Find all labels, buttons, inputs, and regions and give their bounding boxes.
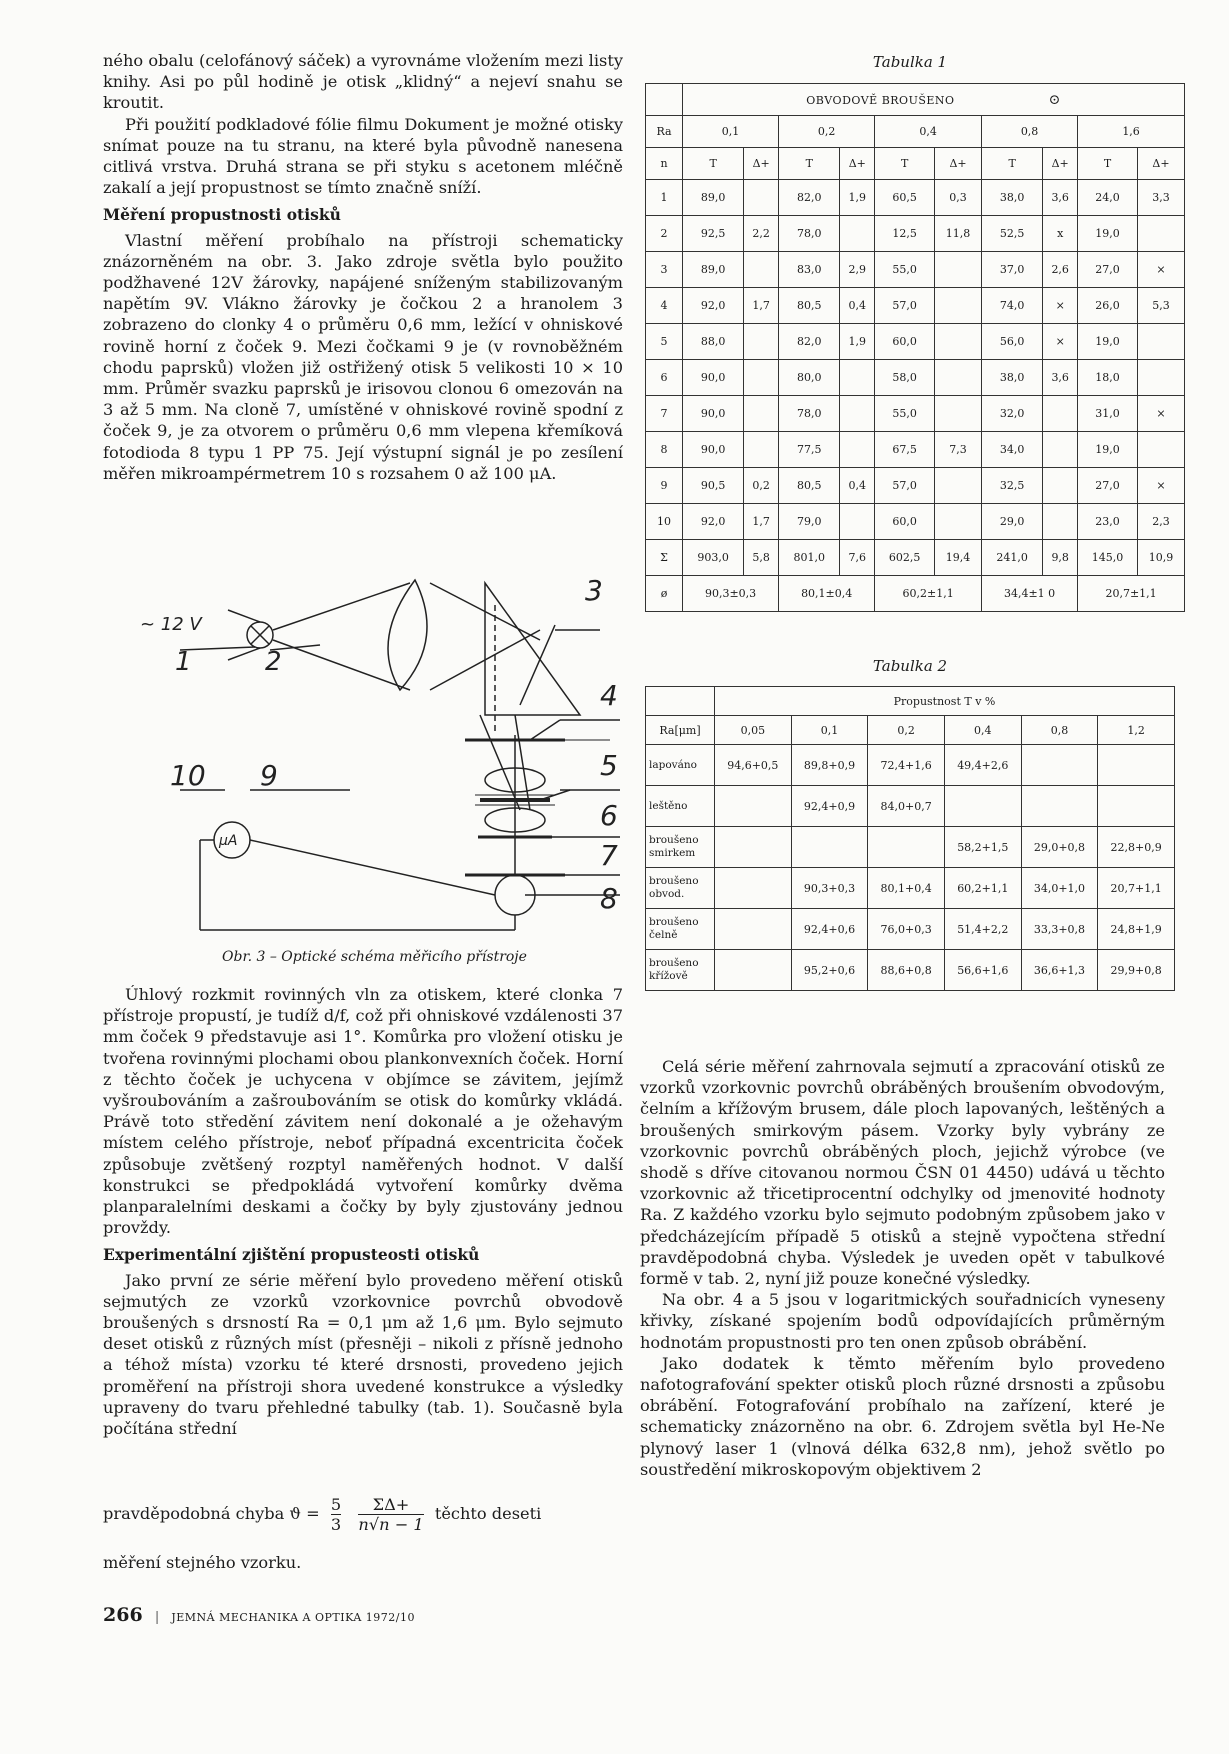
paragraph: ného obalu (celofánový sáček) a vyrovnáme vložením mezi listy knihy. Asi po půl hodině je otisk „klidný“ a nejeví snahu se kroutit. — [103, 51, 623, 113]
label-4: 4 — [600, 679, 618, 712]
left-column-bottom — [103, 984, 623, 1439]
page-number: 266 — [103, 1604, 143, 1626]
paragraph: Úhlový rozkmit rovinných vln za otiskem, které clonka 7 přístroje propustí, je tudíž d/f, což při ohniskové vzdálenosti 37 mm čoček 9 představuje asi 1°. Komůrka pro vložení otisku je tvořena rovinnými plochami obou plankonvexních čoček. Horní z těchto čoček je uchycena v objímce se závitem, jejímž vyšroubováním a zašroubováním se otisk do komůrky vkládá. Právě toto středění závitem není dokonalé a je ožehavým místem celého přístroje, neboť případná excentricita čoček způsobuje zvětšený rozptyl naměřených hodnot. V další konstrukci se předpokládá vytvoření komůrky dvěma planparalelními deskami a čočky by byly zjustovány jednou provždy. — [103, 985, 623, 1238]
paragraph: Celá série měření zahrnovala sejmutí a zpracování otisků ze vzorků vzorkovnic povrchů obráběných broušením obvodovým, čelním a křížovým brusem, dále ploch lapovaných, leštěných a broušených smirkovým pásem. Vzorky byly vybrány ze vzorkovnic povrchů obráběných ploch, jejichž výrobce (ve shodě s dříve citovanou normou ČSN 01 4450) udává u těchto vzorkovnic až třicetiprocentní odchylky od jmenovité hodnoty Ra. Z každého vzorku bylo sejmuto podobným způsobem jako v předcházejícím případě 5 otisků a stejně vypočtena střední pravděpodobná chyba. Výsledek je uveden opět v tabulkové formě v tab. 2, nyní již pouze konečné výsledky. — [640, 1057, 1165, 1289]
table2-row: lapováno 94,6+0,5 89,8+0,9 72,4+1,6 49,4+2,6 — [646, 745, 1175, 786]
section-heading: Měření propustnosti otisků — [103, 205, 341, 225]
table1-row: 3 89,0 83,0 2,9 55,0 37,0 2,6 27,0 × — [646, 252, 1185, 288]
table2-row: broušeno smirkem 58,2+1,5 29,0+0,8 22,8+0,9 — [646, 827, 1175, 868]
journal-name: JEMNÁ MECHANIKA A OPTIKA 1972/10 — [171, 1611, 415, 1624]
label-6: 6 — [600, 799, 618, 832]
table1-title: OBVODOVĚ BROUŠENO ⊙ — [683, 84, 1185, 116]
table2-row: broušeno obvod. 90,3+0,3 80,1+0,4 60,2+1,1 34,0+1,0 20,7+1,1 — [646, 868, 1175, 909]
table1-row: 7 90,0 78,0 55,0 32,0 31,0 × — [646, 396, 1185, 432]
paragraph: Na obr. 4 a 5 jsou v logaritmických souřadnicích vyneseny křivky, získané spojením bodů odpovídajících průměrným hodnotám propustnosti pro ten onen způsob obrábění. — [640, 1290, 1165, 1352]
table1-row: 10 92,0 1,7 79,0 60,0 29,0 23,0 2,3 — [646, 504, 1185, 540]
label-7: 7 — [600, 839, 618, 872]
label-10: 10 — [170, 759, 206, 792]
lens-2 — [388, 580, 427, 690]
table2-row: broušeno čelně 92,4+0,6 76,0+0,3 51,4+2,2 33,3+0,8 24,8+1,9 — [646, 909, 1175, 950]
meter-label: μA — [219, 833, 238, 849]
left-column-end — [103, 1552, 623, 1573]
label-2: 2 — [265, 647, 282, 677]
error-formula: pravděpodobná chyba ϑ = $\frac{5}{3}$ $\frac{\Sigma\Delta+}{n√n - 1}$ těchto deseti — [103, 1495, 542, 1534]
table1-row: 8 90,0 77,5 67,5 7,3 34,0 19,0 — [646, 432, 1185, 468]
table1-row: Σ 903,0 5,8 801,0 7,6 602,5 19,4 241,0 9,8 145,0 10,9 — [646, 540, 1185, 576]
prism-3 — [485, 583, 580, 715]
paragraph: měření stejného vzorku. — [103, 1553, 302, 1572]
table2-row: broušeno křížově 95,2+0,6 88,6+0,8 56,6+1,6 36,6+1,3 29,9+0,8 — [646, 950, 1175, 991]
label-1: 1 — [175, 647, 192, 677]
table2: Propustnost T v % Ra[μm] 0,05 0,1 0,2 0,4 0,8 1,2 lapováno 94,6+0,5 89,8+0,9 72,4+1,6 49,4+2,6 leštěno 92,4+0,9 84,0+0,7 broušeno smirkem 58,2+1,5 29,0+0,8 22,8+0,9 broušeno obvod. 90,3+0,3 80,1+0,4 60,2+1,1 34,0+1,0 20,7+1,1 broušeno čelně 92,4+0,6 76,0+0,3 51,4+2,2 33,3+0,8 24,8+1,9 broušeno křížově 95,2+0,6 88,6+0,8 56,6+1,6 36,6+1,3 29,9+0,8 — [645, 686, 1175, 991]
table1-row: 5 88,0 82,0 1,9 60,0 56,0 × 19,0 — [646, 324, 1185, 360]
table1: OBVODOVĚ BROUŠENO ⊙ Ra 0,1 0,2 0,4 0,8 1,6 n T Δ+ T Δ+ T Δ+ T Δ+ T Δ+ 1 89,0 82,0 1,9 60,5 0,3 38,0 3,6 24,0 3,3 2 92,5 2,2 78,0 12,5 11,8 52,5 x 19,0 3 89,0 83,0 2,9 55,0 37,0 2,6 27,0 × 4 92,0 1,7 80,5 0,4 57,0 74,0 × 26,0 5,3 5 88,0 82,0 1,9 60,0 56,0 × 19,0 6 90,0 80,0 58,0 38,0 3,6 18,0 7 90,0 78,0 55,0 32,0 31,0 × 8 90,0 77,5 67,5 7,3 34,0 19,0 9 90,5 0,2 80,5 0,4 57,0 32,5 27,0 × 10 92,0 1,7 79,0 60,0 29,0 23,0 2,3 Σ 903,0 5,8 801,0 7,6 602,5 19,4 241,0 9,8 145,0 10,9 ø 90,3±0,3 80,1±0,4 60,2±1,1 34,4±1 0 20,7±1,1 — [645, 83, 1185, 612]
table2-row: leštěno 92,4+0,9 84,0+0,7 — [646, 786, 1175, 827]
paragraph: Vlastní měření probíhalo na přístroji schematicky znázorněném na obr. 3. Jako zdroje světla bylo použito podžhavené 12V žárovky, napájené sníženým stabilizovaným napětím 9V. Vlákno žárovky je čočkou 2 a hranolem 3 zobrazeno do clonky 4 o průměru 0,6 mm, ležící v ohniskové rovině horní z čoček 9. Mezi čočkami 9 je (v rovnoběžném chodu paprsků) vložen již ostřižený otisk 5 velikosti 10 × 10 mm. Průměr svazku paprsků je irisovou clonou 6 omezován na 3 až 5 mm. Na cloně 7, umístěné v ohniskové rovině spodní z čoček 9, je za otvorem o průměru 0,6 mm vlepena křemíková fotodioda 8 typu 1 PP 75. Její výstupní signál je po zesílení měřen mikroampérmetrem 10 s rozsahem 0 až 100 μA. — [103, 230, 623, 483]
figure-caption: Obr. 3 – Optické schéma měřicího přístroje — [222, 949, 527, 965]
paragraph: Jako dodatek k těmto měřením bylo provedeno nafotografování spekter otisků ploch různé drsnosti a způsobu obrábění. Fotografování probíhalo na zařízení, které je schematicky znázorněno na obr. 6. Zdrojem světla byl He-Ne plynový laser 1 (vlnová délka 632,8 nm), jehož světlo po soustředění mikroskopovým objektivem 2 — [640, 1353, 1165, 1479]
label-3: 3 — [585, 575, 603, 607]
table1-row: 6 90,0 80,0 58,0 38,0 3,6 18,0 — [646, 360, 1185, 396]
table1-row: 2 92,5 2,2 78,0 12,5 11,8 52,5 x 19,0 — [646, 216, 1185, 252]
table1-row: 4 92,0 1,7 80,5 0,4 57,0 74,0 × 26,0 5,3 — [646, 288, 1185, 324]
table2-title: Propustnost T v % — [715, 687, 1175, 716]
paragraph: Při použití podkladové fólie filmu Dokument je možné otisky snímat pouze na tu stranu, na které byla původně nanesena citlivá vrstva. Druhá strana se při styku s acetonem mléčně zakalí a její propustnost se tímto značně sníží. — [103, 114, 623, 198]
table1-row: 9 90,5 0,2 80,5 0,4 57,0 32,5 27,0 × — [646, 468, 1185, 504]
label-8: 8 — [600, 882, 618, 915]
label-9: 9 — [260, 759, 278, 792]
left-column-top — [103, 50, 623, 484]
page-footer: 266 | JEMNÁ MECHANIKA A OPTIKA 1972/10 — [103, 1604, 415, 1626]
right-column — [640, 1056, 1165, 1480]
paragraph: Jako první ze série měření bylo provedeno měření otisků sejmutých ze vzorků vzorkovnice povrchů obvodově broušených s drsností Ra = 0,1 μm až 1,6 μm. Bylo sejmuto deset otisků z různých míst (přesněji – nikoli z přísně jednoho a téhož místa) vzorku té které drsnosti, provedeno jejich proměření na přístroji shora uvedené konstrukce a výsledky upraveny do tvaru přehledné tabulky (tab. 1). Současně byla počítána střední — [103, 1270, 623, 1439]
section-heading: Experimentální zjištění propusteosti otisků — [103, 1245, 480, 1265]
optical-schematic-figure — [120, 575, 620, 945]
label-5: 5 — [600, 749, 618, 782]
voltage-label: ~ 12 V — [140, 614, 202, 635]
table1-caption: Tabulka 1 — [872, 53, 948, 71]
table1-row: 1 89,0 82,0 1,9 60,5 0,3 38,0 3,6 24,0 3,3 — [646, 180, 1185, 216]
table2-caption: Tabulka 2 — [872, 657, 948, 675]
